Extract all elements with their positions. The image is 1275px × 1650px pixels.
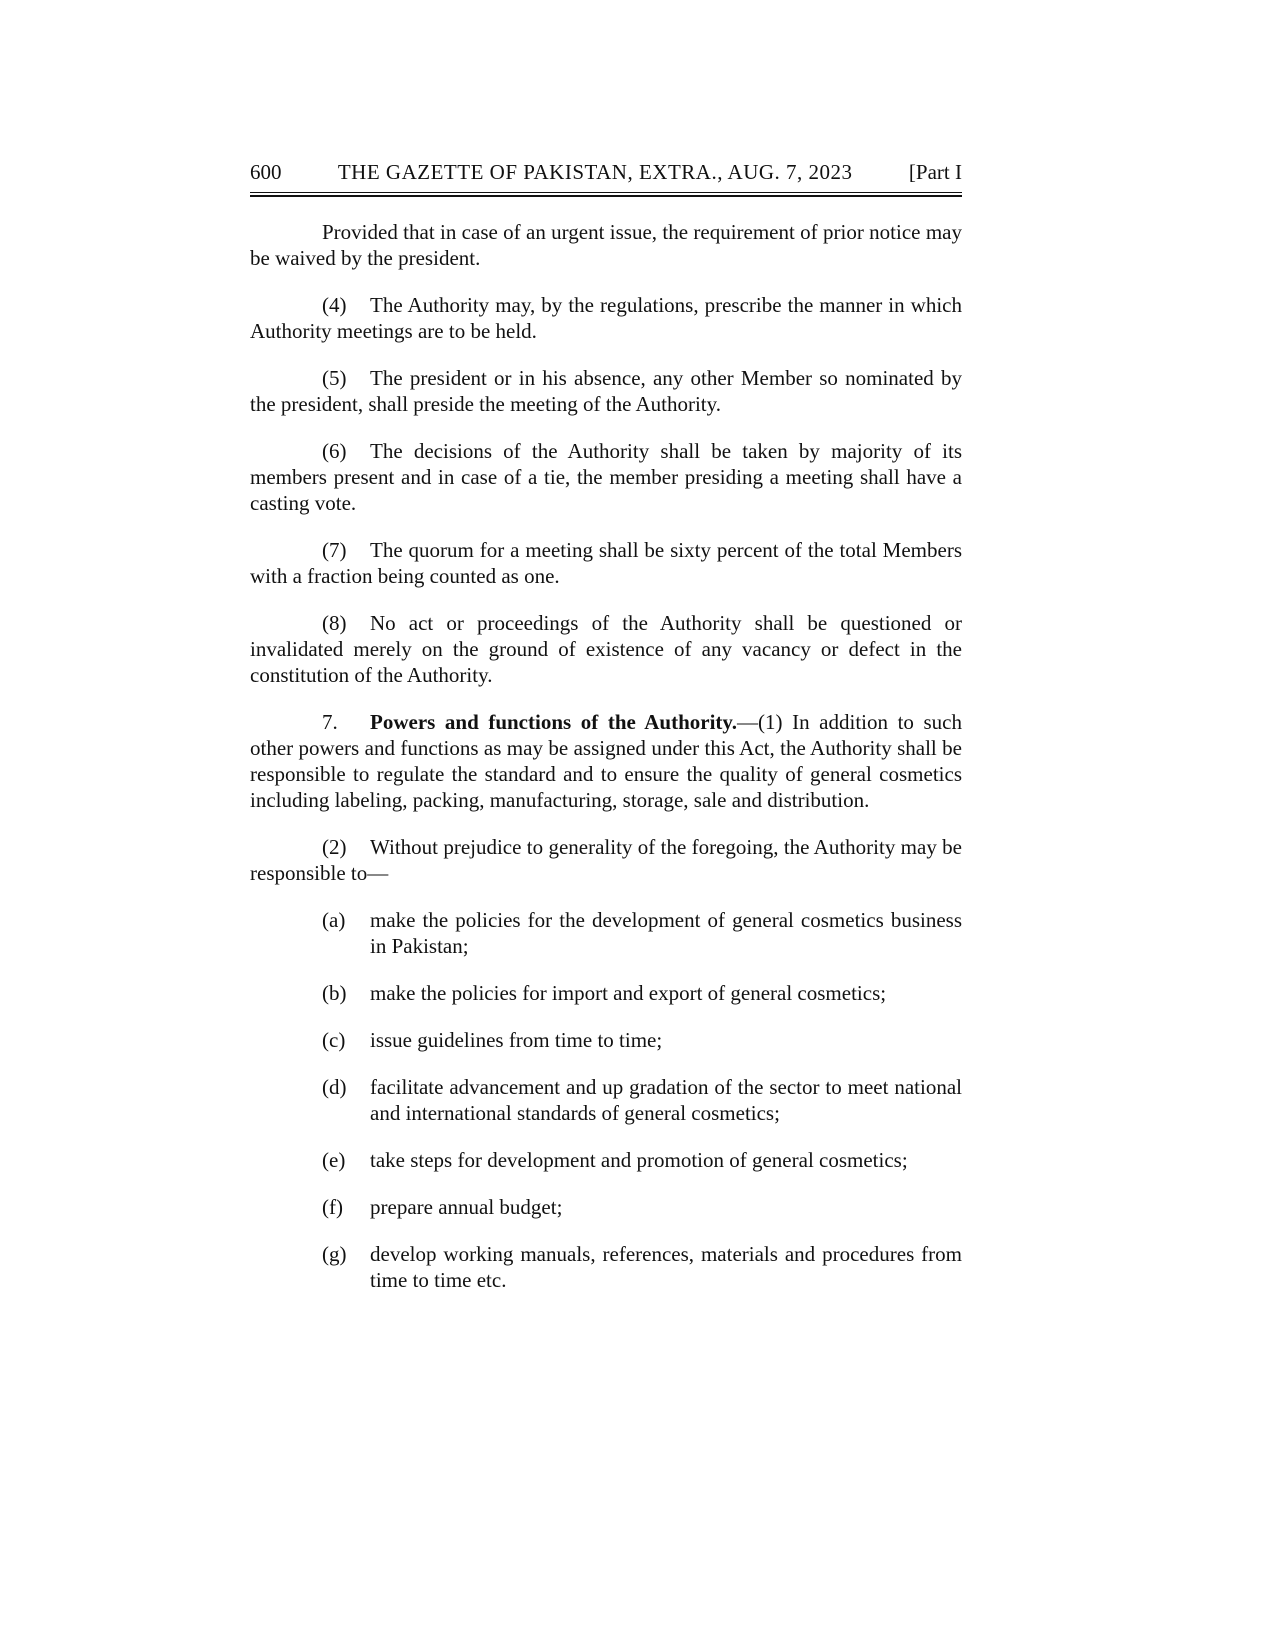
page-header xyxy=(250,160,962,190)
proviso-paragraph: Provided that in case of an urgent issue, the requirement of prior notice may be waived by the president. xyxy=(250,220,962,270)
page-number: 600 xyxy=(250,160,282,184)
subsection-7: (7) The quorum for a meeting shall be sixty percent of the total Members with a fraction being counted as one. xyxy=(250,538,962,588)
section-7: 7. Powers and functions of the Authority.—(1) In addition to such other powers and functions as may be assigned under this Act, the Authority shall be responsible to regulate the standard and to ensure the quality of general cosmetics including labeling, packing, manufacturing, storage, sale and distribution. xyxy=(250,710,962,812)
gazette-page xyxy=(250,160,962,1293)
list-item-a: (a) make the policies for the development of general cosmetics business in Pakistan; xyxy=(322,908,962,958)
list-item-c: (c) issue guidelines from time to time; xyxy=(322,1028,663,1052)
list-item-b: (b) make the policies for import and export of general cosmetics; xyxy=(322,981,887,1005)
subsection-6: (6) The decisions of the Authority shall be taken by majority of its members present and in case of a tie, the member presiding a meeting shall have a casting vote. xyxy=(250,439,962,515)
part-label: [Part I xyxy=(908,160,962,184)
list-item-g: (g) develop working manuals, references, materials and procedures from time to time etc. xyxy=(322,1242,962,1292)
header-rule-thin xyxy=(250,192,962,193)
subsection-5: (5) The president or in his absence, any other Member so nominated by the president, shall preside the meeting of the Authority. xyxy=(250,366,962,416)
list-item-d: (d) facilitate advancement and up gradation of the sector to meet national and international standards of general cosmetics; xyxy=(322,1075,962,1125)
gazette-title: THE GAZETTE OF PAKISTAN, EXTRA., AUG. 7, 2023 xyxy=(337,160,853,184)
list-item-e: (e) take steps for development and promotion of general cosmetics; xyxy=(322,1148,908,1172)
subsection-4: (4) The Authority may, by the regulations, prescribe the manner in which Authority meetings are to be held. xyxy=(250,293,962,343)
list-item-f: (f) prepare annual budget; xyxy=(322,1195,563,1219)
section-7-subsection-2: (2) Without prejudice to generality of the foregoing, the Authority may be responsible to— xyxy=(250,835,962,885)
subsection-8: (8) No act or proceedings of the Authority shall be questioned or invalidated merely on the ground of existence of any vacancy or defect in the constitution of the Authority. xyxy=(250,611,962,687)
section-7-heading: Powers and functions of the Authority. xyxy=(370,710,738,734)
header-rule-thick xyxy=(250,195,962,197)
